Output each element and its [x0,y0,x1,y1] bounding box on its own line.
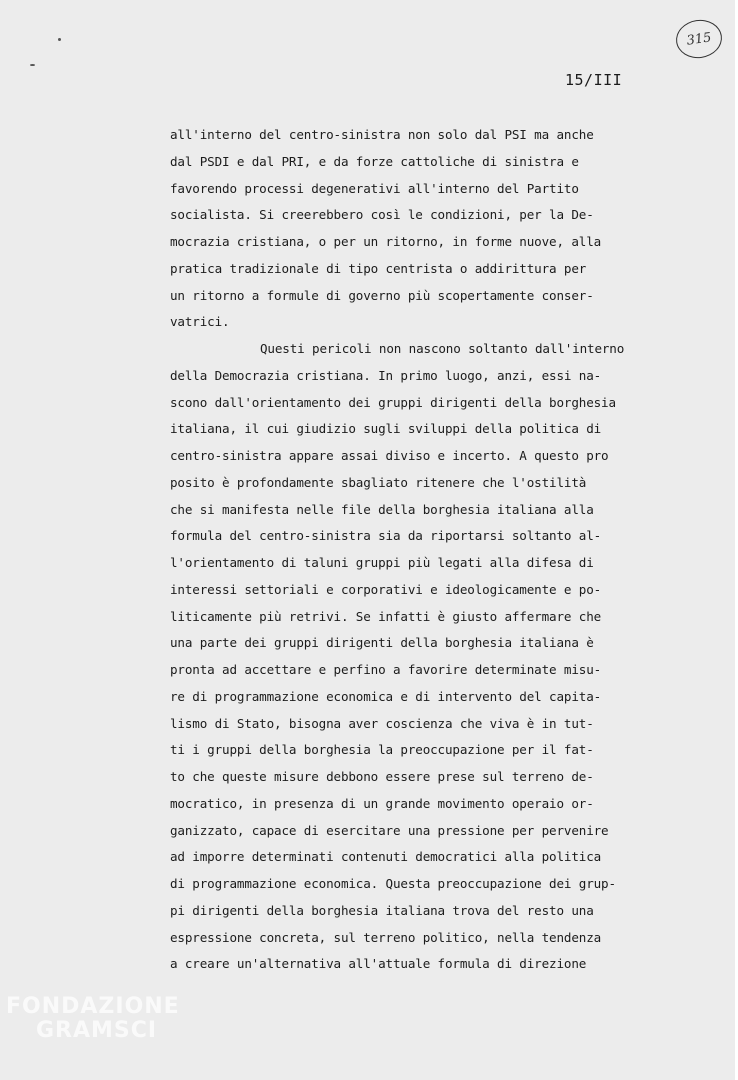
typed-body-text [170,122,710,978]
text-line: lismo di Stato, bisogna aver coscienza che viva è in tut- [170,715,594,731]
text-line: una parte dei gruppi dirigenti della borghesia italiana è [170,635,594,651]
text-line: to che queste misure debbono essere prese sul terreno de- [170,769,594,784]
text-line: a creare un'alternativa all'attuale formula di direzione [170,956,587,972]
paragraph-start-line: Questi pericoli non nascono soltanto dall'interno [260,341,625,356]
text-line: della Democrazia cristiana. In primo luogo, anzi, essi na- [170,367,602,383]
text-line: pratica tradizionale di tipo centrista o addirittura per [170,260,587,276]
text-line: un ritorno a formule di governo più scopertamente conser- [170,287,594,303]
text-line: mocrazia cristiana, o per un ritorno, in forme nuove, alla [170,234,602,249]
archive-stamp-number: 315 [685,29,713,49]
watermark-line-2: GRAMSCI [36,1018,158,1043]
text-line: dal PSDI e dal PRI, e da forze cattoliche di sinistra e [170,153,579,169]
text-line: mocratico, in presenza di un grande movimento operaio or- [170,795,594,811]
text-line: liticamente più retrivi. Se infatti è giusto affermare che [170,608,602,624]
text-line: centro-sinistra appare assai diviso e incerto. A questo pro [170,448,609,463]
text-line: espressione concreta, sul terreno politico, nella tendenza [170,929,602,945]
watermark-line-1: FONDAZIONE [6,994,180,1019]
text-line: posito è profondamente sbagliato ritenere che l'ostilità [170,474,587,490]
text-line: interessi settoriali e corporativi e ideologicamente e po- [170,581,602,597]
text-line: all'interno del centro-sinistra non solo dal PSI ma anche [170,127,594,142]
text-line: socialista. Si creerebbero così le condizioni, per la De- [170,207,594,223]
text-line: ad imporre determinati contenuti democratici alla politica [170,849,602,865]
text-line: che si manifesta nelle file della borghesia italiana alla [170,501,594,517]
text-line: vatrici. [170,314,230,330]
text-line: pronta ad accettare e perfino a favorire determinate misu- [170,662,602,677]
scan-speck [58,38,61,41]
page-number: 15/III [565,71,623,89]
text-line: re di programmazione economica e di intervento del capita- [170,688,602,704]
text-line: scono dall'orientamento dei gruppi dirigenti della borghesia [170,394,616,410]
scan-speck [30,64,35,66]
text-line: ganizzato, capace di esercitare una pressione per pervenire [170,822,609,838]
text-line: pi dirigenti della borghesia italiana trova del resto una [170,902,594,918]
text-line: ti i gruppi della borghesia la preoccupazione per il fat- [170,742,594,758]
text-line: di programmazione economica. Questa preoccupazione dei grup- [170,876,616,891]
text-line: formula del centro-sinistra sia da riportarsi soltanto al- [170,528,602,544]
text-line: favorendo processi degenerativi all'interno del Partito [170,180,579,196]
fondazione-gramsci-watermark [6,996,180,1042]
archive-stamp [674,17,725,61]
text-line: italiana, il cui giudizio sugli sviluppi della politica di [170,421,602,437]
text-line: l'orientamento di taluni gruppi più legati alla difesa di [170,555,594,570]
